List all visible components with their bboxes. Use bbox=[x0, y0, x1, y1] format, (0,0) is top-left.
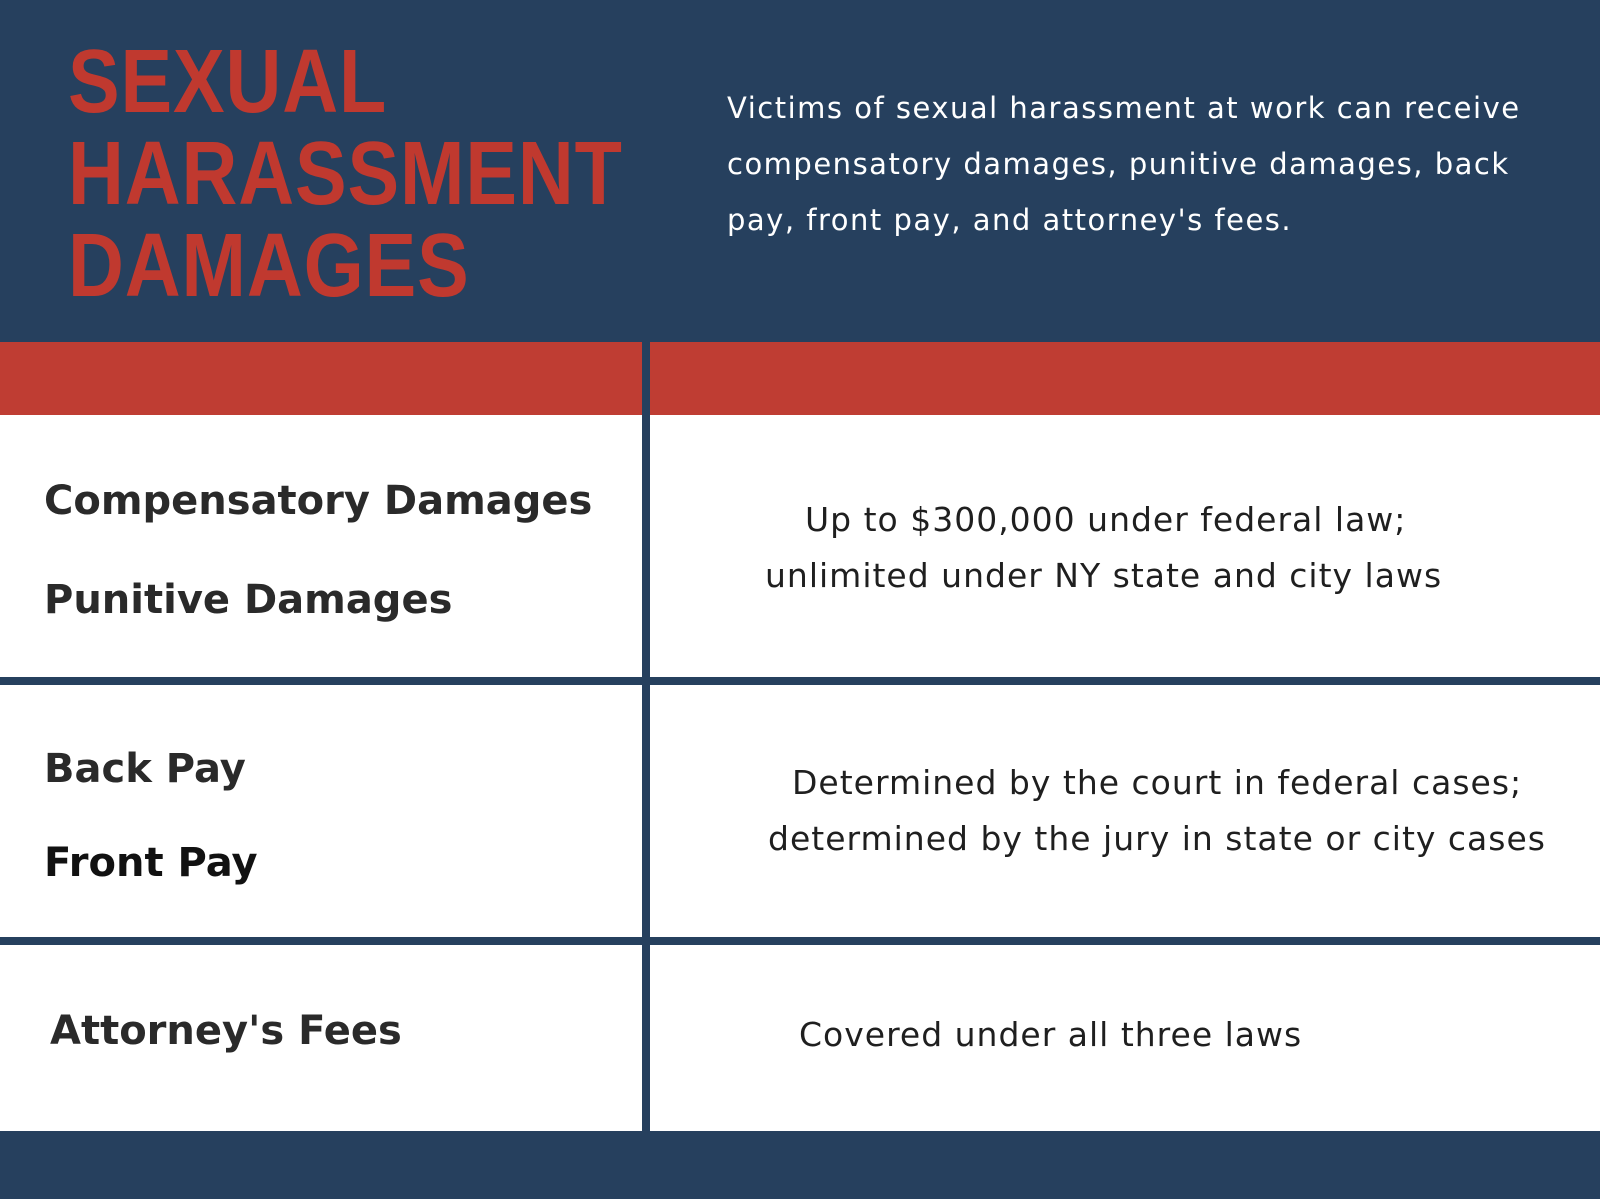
value-row-1-line-2: unlimited under NY state and city laws bbox=[765, 556, 1443, 595]
row-divider-2 bbox=[0, 937, 1600, 945]
value-row-1-line-1: Up to $300,000 under federal law; bbox=[805, 500, 1407, 539]
row-divider-1 bbox=[0, 677, 1600, 685]
value-row-2 bbox=[768, 755, 1588, 867]
intro-text: Victims of sexual harassment at work can receive compensatory damages, punitive damages, back pay, front pay, and attorney's fees. bbox=[727, 91, 1521, 237]
value-row-1 bbox=[765, 492, 1565, 604]
label-attorneys-fees: Attorney's Fees bbox=[50, 1008, 402, 1054]
title-line-1: SEXUAL bbox=[68, 32, 388, 132]
label-compensatory-damages: Compensatory Damages bbox=[44, 478, 593, 524]
title-line-3: DAMAGES bbox=[68, 216, 470, 316]
value-row-2-line-2: determined by the jury in state or city cases bbox=[768, 819, 1546, 858]
label-punitive-damages: Punitive Damages bbox=[44, 577, 453, 623]
label-back-pay: Back Pay bbox=[44, 746, 246, 792]
header-banner bbox=[0, 0, 1600, 342]
label-front-pay: Front Pay bbox=[44, 840, 258, 886]
page-title bbox=[68, 32, 623, 316]
value-row-2-line-1: Determined by the court in federal cases; bbox=[792, 763, 1523, 802]
column-divider bbox=[642, 342, 650, 1131]
footer-bar bbox=[0, 1131, 1600, 1199]
value-row-3-line-1: Covered under all three laws bbox=[799, 1015, 1303, 1054]
value-row-3 bbox=[799, 1007, 1559, 1063]
table-header-band bbox=[0, 342, 1600, 415]
title-line-2: HARASSMENT bbox=[68, 124, 623, 224]
